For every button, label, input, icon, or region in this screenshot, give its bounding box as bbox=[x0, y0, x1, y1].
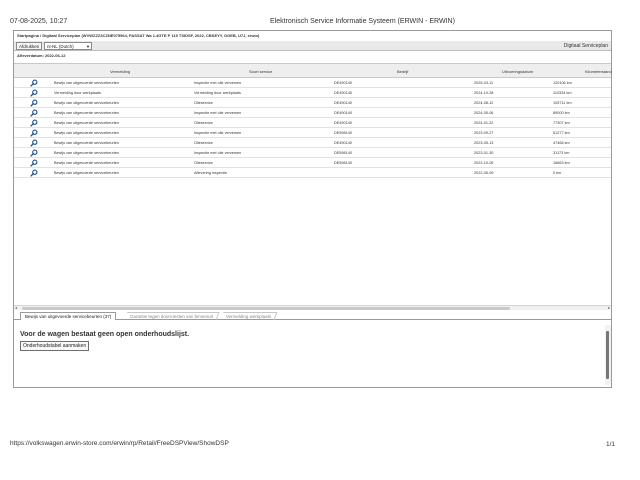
cell-vermelding: Bewijs van uitgevoerde servicebeurten bbox=[54, 161, 120, 165]
table-row[interactable] bbox=[14, 108, 611, 118]
cell-kilometerstand: 31173 km bbox=[553, 151, 570, 155]
column-header-kilometerstand[interactable]: Kilometerstand bbox=[585, 69, 612, 74]
cell-kilometerstand: 110334 km bbox=[553, 91, 572, 95]
cell-bedrijf: DE598140 bbox=[334, 131, 352, 135]
cell-soort-service: Inspectie met olie verversen bbox=[194, 151, 242, 155]
column-header-bedrijf[interactable]: Bedrijf bbox=[397, 69, 409, 74]
cell-soort-service: Inspectie met olie verversen bbox=[194, 131, 242, 135]
magnifier-icon[interactable] bbox=[30, 109, 38, 117]
scroll-left-icon[interactable]: ◂ bbox=[15, 305, 18, 310]
cell-vermelding: Bewijs van uitgevoerde servicebeurten bbox=[54, 101, 120, 105]
cell-vermelding: Bewijs van uitgevoerde servicebeurten bbox=[54, 121, 120, 125]
scroll-right-icon[interactable]: ▸ bbox=[607, 305, 610, 310]
cell-soort-service: Olieservice bbox=[194, 101, 213, 105]
print-footer-page: 1/1 bbox=[606, 441, 616, 448]
tab-vermelding-werkplaats[interactable] bbox=[221, 312, 278, 320]
print-footer-url: https://volkswagen.erwin-store.com/erwin/rp/Retail/FreeDSPView/ShowDSP bbox=[10, 440, 229, 447]
cell-vermelding: Bewijs van uitgevoerde servicebeurten bbox=[54, 141, 120, 145]
magnifier-icon[interactable] bbox=[30, 139, 38, 147]
cell-uitvoeringsdatum: 2024-08-12 bbox=[474, 101, 494, 105]
toolbar-right-label: Digitaal Serviceplan bbox=[563, 43, 608, 49]
cell-uitvoeringsdatum: 2023-05-13 bbox=[474, 141, 494, 145]
cell-vermelding: Bewijs van uitgevoerde servicebeurten bbox=[54, 171, 120, 175]
cell-bedrijf: DE598140 bbox=[334, 151, 352, 155]
cell-vermelding: Bewijs van uitgevoerde servicebeurten bbox=[54, 81, 120, 85]
cell-kilometerstand: 47466 km bbox=[553, 141, 570, 145]
cell-soort-service: Olieservice bbox=[194, 141, 213, 145]
cell-bedrijf: DE490140 bbox=[334, 141, 352, 145]
tab-servicebeurten[interactable] bbox=[20, 312, 116, 320]
delivery-date: Afleverdatum: 2022-06-12 bbox=[17, 53, 66, 58]
table-row[interactable] bbox=[14, 138, 611, 148]
language-select-value: nl-NL (Dutch) bbox=[47, 44, 74, 49]
tab-servicebeurten-label: Bewijs van uitgevoerde servicebeurten (37) bbox=[25, 314, 112, 319]
cell-soort-service: Olieservice bbox=[194, 161, 213, 165]
cell-soort-service: Vermelding door werkplaats bbox=[194, 91, 241, 95]
cell-bedrijf: DE490140 bbox=[334, 81, 352, 85]
horizontal-scrollbar[interactable] bbox=[14, 305, 611, 310]
tab-bar bbox=[14, 311, 611, 320]
cell-uitvoeringsdatum: 2022-10-05 bbox=[474, 161, 494, 165]
table-row[interactable] bbox=[14, 128, 611, 138]
cell-uitvoeringsdatum: 2022-06-09 bbox=[474, 171, 494, 175]
cell-soort-service: Olieservice bbox=[194, 121, 213, 125]
cell-uitvoeringsdatum: 2024-01-22 bbox=[474, 121, 494, 125]
app-frame bbox=[13, 30, 612, 388]
cell-vermelding: Bewijs van uitgevoerde servicebeurten bbox=[54, 151, 120, 155]
toolbar bbox=[14, 41, 611, 51]
cell-uitvoeringsdatum: 2023-01-30 bbox=[474, 151, 494, 155]
language-select[interactable] bbox=[44, 42, 92, 50]
table-row[interactable] bbox=[14, 168, 611, 178]
table-row[interactable] bbox=[14, 88, 611, 98]
table-row[interactable] bbox=[14, 78, 611, 88]
cell-uitvoeringsdatum: 2024-10-28 bbox=[474, 91, 494, 95]
create-maintenance-table-button[interactable]: Onderhoudstabel aanmaken bbox=[20, 341, 89, 351]
no-open-maintenance-message: Voor de wagen bestaat geen open onderhoudslijst. bbox=[20, 331, 190, 338]
table-row[interactable] bbox=[14, 118, 611, 128]
tab-garantie-doorroesten-label: Garantie tegen doorroesten van binnenuit bbox=[129, 314, 213, 319]
column-header-soort-service[interactable]: Soort service bbox=[249, 69, 273, 74]
breadcrumb[interactable]: Startpagina / Digitaal Serviceplan (WVWZZZ3CZNE075964, PASSAT Wa 1.4GTE P 115 TSIDSF, 2022, CBSEYY, DGEB, U7J, erwin) bbox=[17, 33, 260, 38]
table-row[interactable] bbox=[14, 158, 611, 168]
cell-vermelding: Vermelding door werkplaats bbox=[54, 91, 101, 95]
tab-vermelding-werkplaats-label: Vermelding werkplaats bbox=[225, 314, 272, 319]
magnifier-icon[interactable] bbox=[30, 99, 38, 107]
cell-bedrijf: DE490140 bbox=[334, 121, 352, 125]
cell-soort-service: Inspectie met olie verversen bbox=[194, 81, 242, 85]
vertical-scrollbar[interactable] bbox=[605, 325, 611, 385]
column-header-vermelding[interactable]: Vermelding bbox=[110, 69, 131, 74]
magnifier-icon[interactable] bbox=[30, 129, 38, 137]
cell-kilometerstand: 89000 km bbox=[553, 111, 570, 115]
cell-bedrijf: DE490140 bbox=[334, 111, 352, 115]
cell-kilometerstand: 16663 km bbox=[553, 161, 570, 165]
cell-uitvoeringsdatum: 2023-09-27 bbox=[474, 131, 494, 135]
cell-soort-service: Inspectie met olie verversen bbox=[194, 111, 242, 115]
print-date: 07-08-2025, 10:27 bbox=[10, 18, 68, 25]
chevron-down-icon: ▼ bbox=[86, 44, 90, 49]
vertical-scrollbar-thumb[interactable] bbox=[606, 331, 609, 379]
cell-bedrijf: DE490140 bbox=[334, 101, 352, 105]
cell-kilometerstand: 120106 km bbox=[553, 81, 572, 85]
cell-uitvoeringsdatum: 2024-05-06 bbox=[474, 111, 494, 115]
magnifier-icon[interactable] bbox=[30, 79, 38, 87]
magnifier-icon[interactable] bbox=[30, 119, 38, 127]
table-row[interactable] bbox=[14, 98, 611, 108]
cell-vermelding: Bewijs van uitgevoerde servicebeurten bbox=[54, 131, 120, 135]
magnifier-icon[interactable] bbox=[30, 89, 38, 97]
cell-kilometerstand: 77307 km bbox=[553, 121, 570, 125]
tab-panel bbox=[14, 321, 611, 387]
cell-uitvoeringsdatum: 2025-03-11 bbox=[474, 81, 494, 85]
print-title: Elektronisch Service Informatie Systeem (ERWIN - ERWIN) bbox=[270, 18, 455, 25]
magnifier-icon[interactable] bbox=[30, 169, 38, 177]
cell-vermelding: Bewijs van uitgevoerde servicebeurten bbox=[54, 111, 120, 115]
horizontal-scrollbar-thumb[interactable] bbox=[22, 307, 510, 310]
cell-soort-service: Aflevering inspectie bbox=[194, 171, 227, 175]
cell-kilometerstand: 61277 km bbox=[553, 131, 570, 135]
print-button[interactable]: Afdrukken bbox=[16, 42, 42, 50]
magnifier-icon[interactable] bbox=[30, 149, 38, 157]
column-header-uitvoeringsdatum[interactable]: Uitvoeringsdatum bbox=[502, 69, 534, 74]
tab-garantie-doorroesten[interactable] bbox=[125, 312, 220, 320]
table-header bbox=[14, 63, 611, 78]
cell-bedrijf: DE598140 bbox=[334, 161, 352, 165]
table-row[interactable] bbox=[14, 148, 611, 158]
magnifier-icon[interactable] bbox=[30, 159, 38, 167]
cell-kilometerstand: 105711 km bbox=[553, 101, 572, 105]
cell-bedrijf: DE490140 bbox=[334, 91, 352, 95]
table-body bbox=[14, 78, 611, 178]
cell-kilometerstand: 0 km bbox=[553, 171, 562, 175]
